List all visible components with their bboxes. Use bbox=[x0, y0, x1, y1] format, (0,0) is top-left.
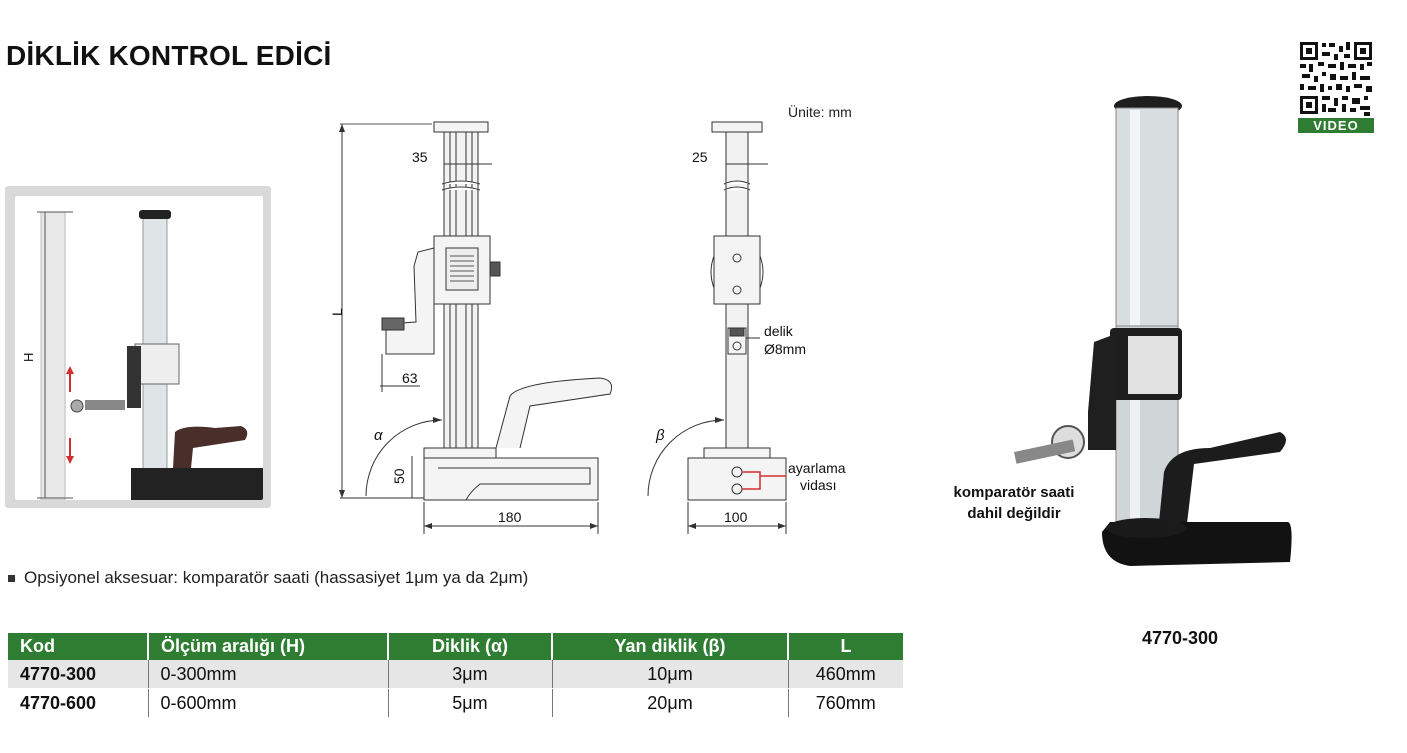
cell-l: 760mm bbox=[788, 689, 903, 718]
indicator-not-included-note bbox=[930, 482, 1098, 524]
product-model-label: 4770-300 bbox=[1141, 628, 1219, 648]
cell-range: 0-300mm bbox=[148, 660, 388, 689]
header-range: Ölçüm aralığı (H) bbox=[148, 633, 388, 660]
note-line-2: dahil değildir bbox=[967, 505, 1061, 522]
accessory-note bbox=[8, 568, 528, 588]
table-header-row bbox=[8, 633, 903, 660]
cell-perpendicularity: 3μm bbox=[388, 660, 552, 689]
dim-100: 100 bbox=[724, 509, 748, 525]
hole-label-1: delik bbox=[764, 323, 793, 339]
h-label: H bbox=[21, 352, 36, 362]
dim-63: 63 bbox=[402, 370, 418, 386]
technical-drawing bbox=[320, 96, 880, 540]
dim-35: 35 bbox=[412, 149, 428, 165]
dim-180: 180 bbox=[498, 509, 522, 525]
unit-label: Ünite: mm bbox=[788, 104, 852, 120]
cell-perpendicularity: 5μm bbox=[388, 689, 552, 718]
video-label: VIDEO bbox=[1313, 118, 1359, 133]
header-l: L bbox=[788, 633, 903, 660]
header-side-perpendicularity: Yan diklik (β) bbox=[552, 633, 788, 660]
table-row bbox=[8, 660, 903, 689]
usage-photo-frame bbox=[5, 186, 271, 508]
screw-label-1: ayarlama bbox=[788, 460, 846, 476]
cell-side-perpendicularity: 10μm bbox=[552, 660, 788, 689]
page-title: DİKLİK KONTROL EDİCİ bbox=[6, 40, 332, 71]
hole-label-2: Ø8mm bbox=[764, 341, 806, 357]
header-perpendicularity: Diklik (α) bbox=[388, 633, 552, 660]
note-line-1: komparatör saati bbox=[953, 484, 1075, 501]
accessory-note-text: Opsiyonel aksesuar: komparatör saati (hassasiyet 1μm ya da 2μm) bbox=[24, 568, 529, 587]
table-row bbox=[8, 689, 903, 718]
cell-code: 4770-300 bbox=[8, 660, 148, 689]
cell-range: 0-600mm bbox=[148, 689, 388, 718]
dim-50: 50 bbox=[391, 468, 407, 484]
cell-code: 4770-600 bbox=[8, 689, 148, 718]
usage-illustration bbox=[15, 196, 263, 500]
dim-beta: β bbox=[656, 427, 665, 444]
header-code: Kod bbox=[8, 633, 148, 660]
bullet-square-icon bbox=[8, 575, 15, 582]
dim-l: L bbox=[329, 308, 345, 316]
spec-table bbox=[8, 633, 903, 717]
screw-label-2: vidası bbox=[800, 477, 837, 493]
dim-alpha: α bbox=[374, 427, 383, 444]
cell-l: 460mm bbox=[788, 660, 903, 689]
video-qr-code[interactable] bbox=[1298, 40, 1374, 133]
cell-side-perpendicularity: 20μm bbox=[552, 689, 788, 718]
dim-25: 25 bbox=[692, 149, 708, 165]
